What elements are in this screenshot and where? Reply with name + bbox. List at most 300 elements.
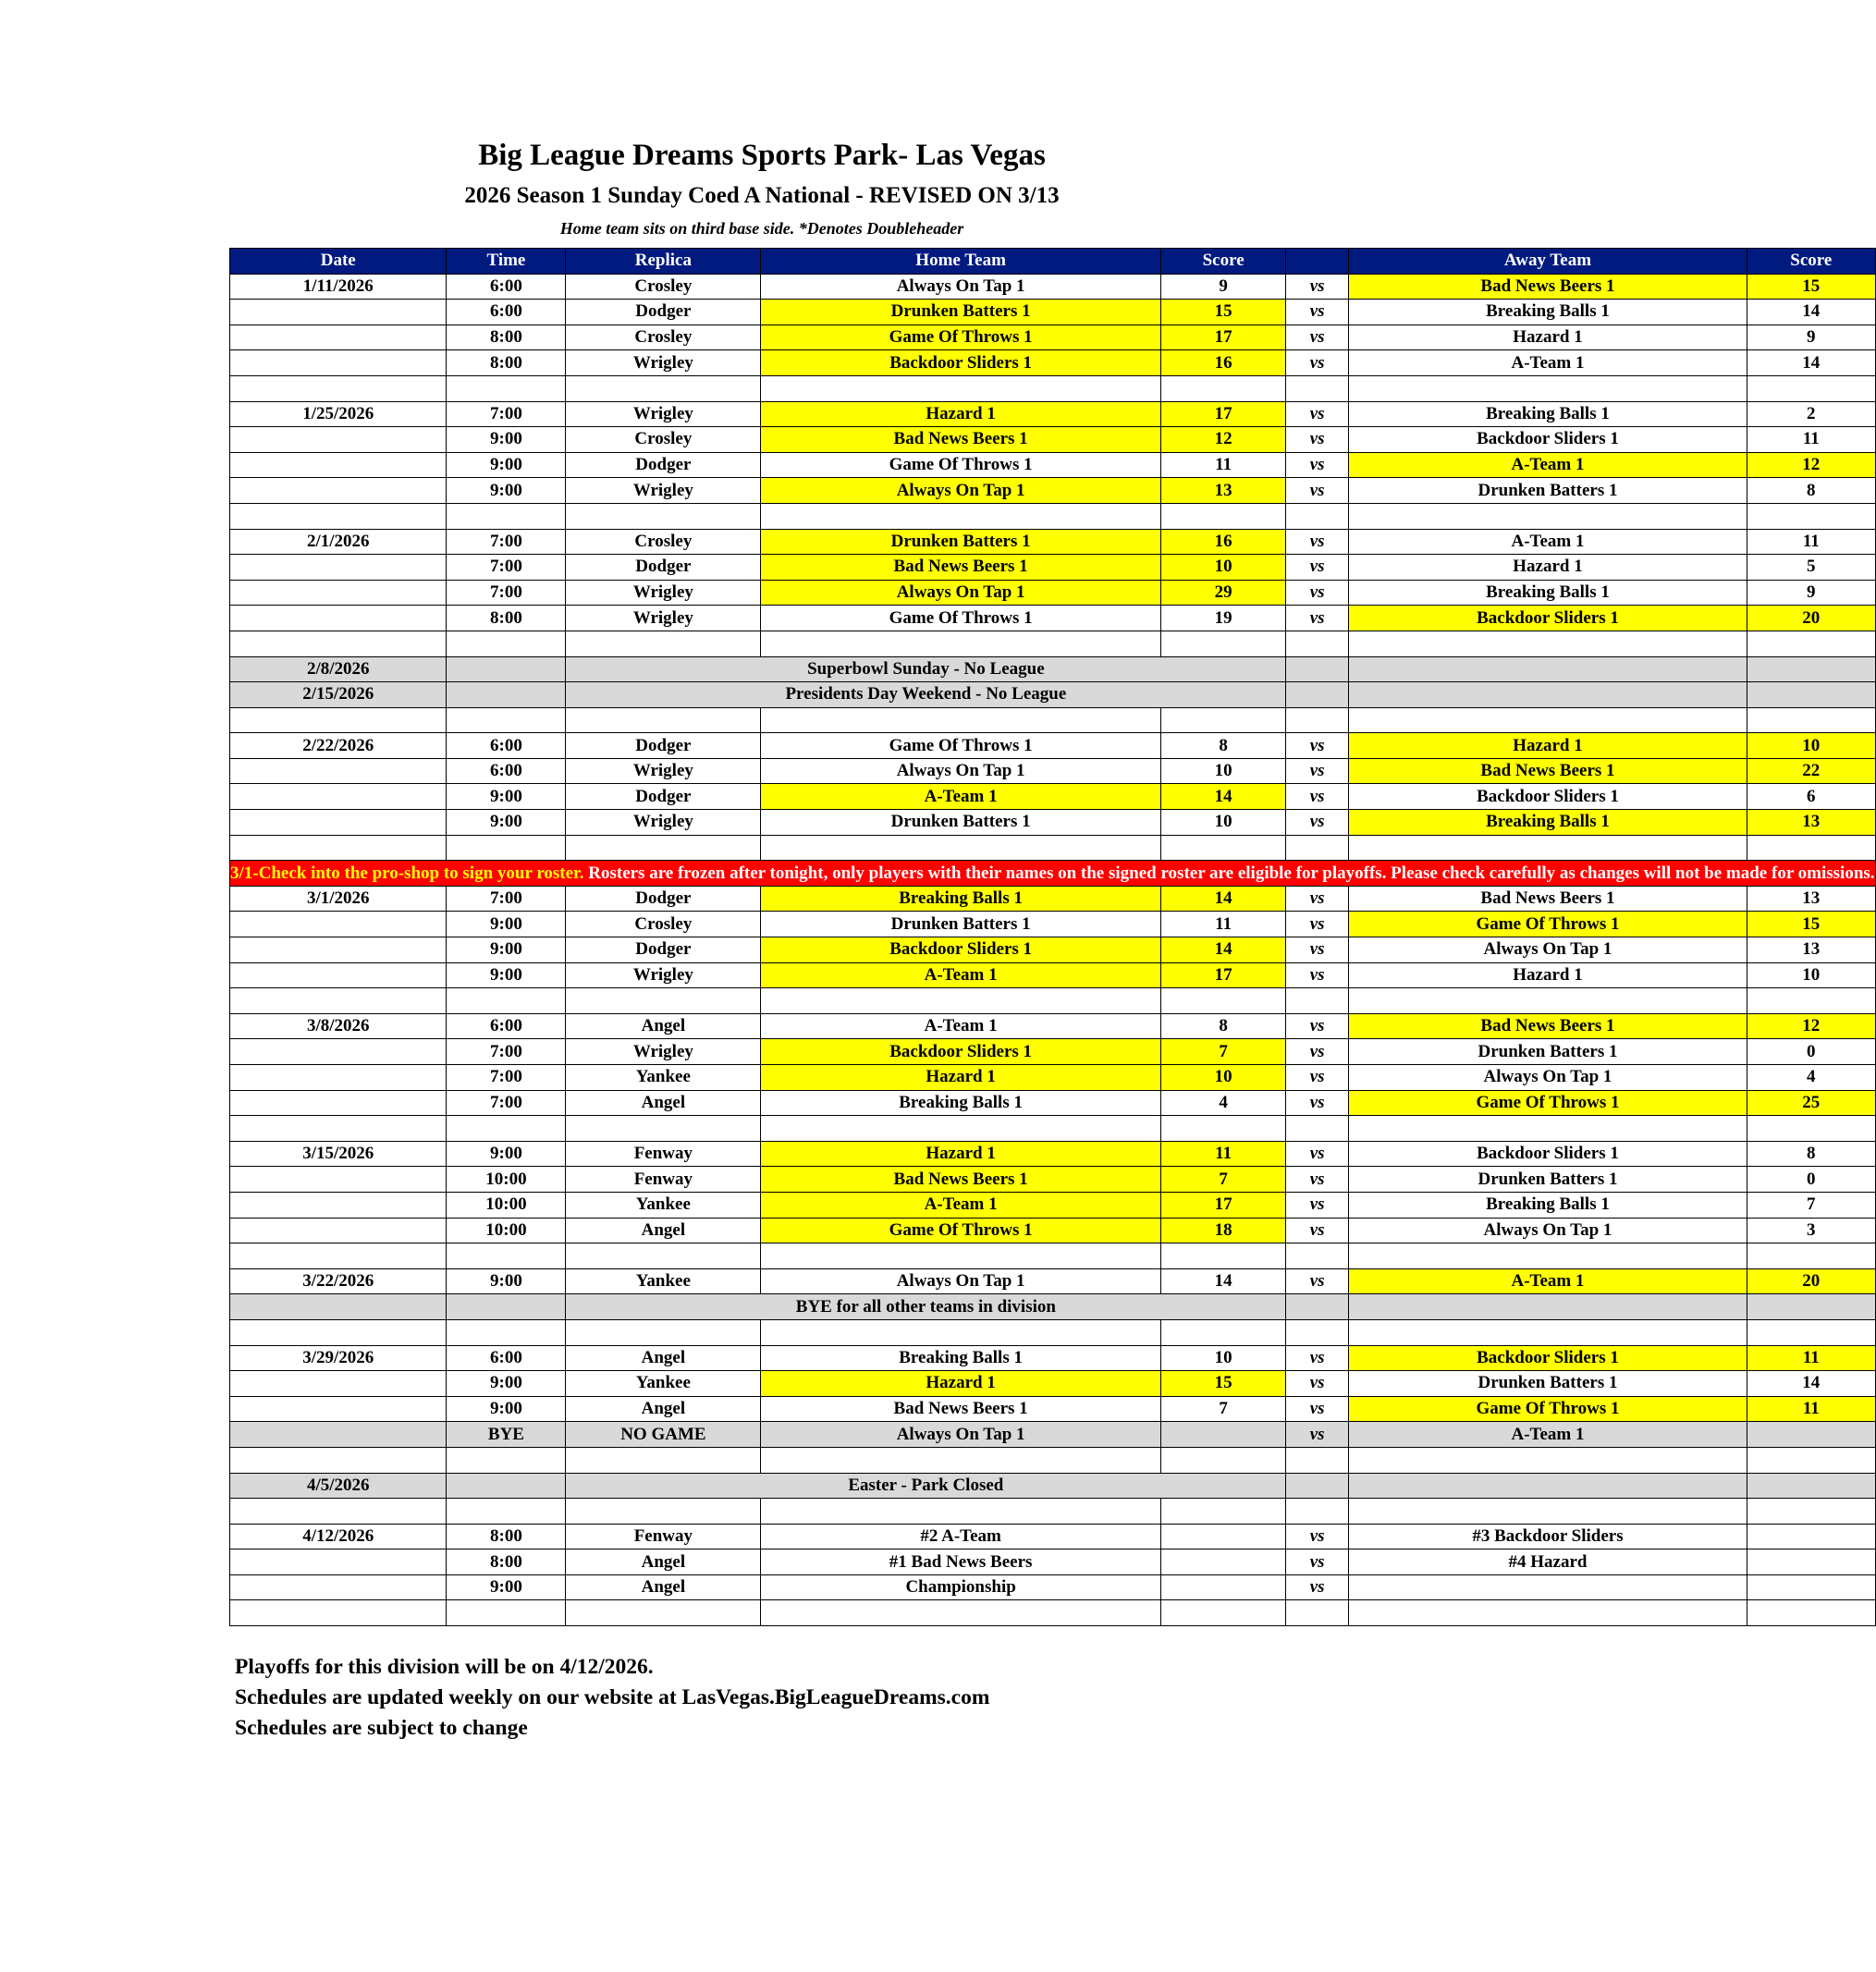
separator-cell [566, 1600, 761, 1626]
game-row [230, 1065, 1876, 1091]
time-cell: 6:00 [447, 274, 566, 300]
field-cell: Yankee [566, 1065, 761, 1091]
date-cell [230, 350, 447, 376]
separator-cell [566, 988, 761, 1014]
game-row [230, 1013, 1876, 1039]
date-cell: 2/22/2026 [230, 733, 447, 759]
vs-cell: vs [1286, 274, 1349, 300]
col-header-date: Date [230, 249, 447, 275]
week-separator [230, 988, 1876, 1014]
vs-cell: vs [1286, 886, 1349, 912]
game-row [230, 733, 1876, 759]
home-team-cell: Backdoor Sliders 1 [761, 937, 1161, 963]
time-cell: 8:00 [447, 325, 566, 350]
home-team-cell: Drunken Batters 1 [761, 912, 1161, 937]
time-cell: 9:00 [447, 784, 566, 810]
time-cell: 8:00 [447, 1524, 566, 1549]
separator-cell [447, 1243, 566, 1269]
time-cell: 7:00 [447, 529, 566, 555]
field-cell: Wrigley [566, 580, 761, 606]
home-team-cell: Drunken Batters 1 [761, 810, 1161, 836]
separator-cell [566, 1243, 761, 1269]
time-cell: 8:00 [447, 606, 566, 631]
separator-cell [1160, 1319, 1285, 1345]
away-team-cell: Hazard 1 [1348, 962, 1747, 988]
time-cell: 6:00 [447, 733, 566, 759]
vs-cell: vs [1286, 478, 1349, 504]
separator-cell [230, 503, 447, 529]
away-score-cell: 20 [1747, 606, 1876, 631]
date-cell [230, 1218, 447, 1243]
vs-cell: vs [1286, 606, 1349, 631]
date-cell: 3/8/2026 [230, 1013, 447, 1039]
home-score-cell: 10 [1160, 555, 1285, 581]
home-team-cell: Always On Tap 1 [761, 1422, 1161, 1448]
time-cell: 6:00 [447, 758, 566, 784]
date-cell [230, 1065, 447, 1091]
field-cell: Wrigley [566, 401, 761, 427]
vs-cell: vs [1286, 1345, 1349, 1371]
home-score-cell: 17 [1160, 1192, 1285, 1218]
col-header-replica: Replica [566, 249, 761, 275]
away-score-cell [1747, 1524, 1876, 1549]
time-cell: 9:00 [447, 912, 566, 937]
home-team-cell: Bad News Beers 1 [761, 1396, 1161, 1422]
away-team-cell: A-Team 1 [1348, 350, 1747, 376]
home-score-cell: 11 [1160, 912, 1285, 937]
home-team-cell: Backdoor Sliders 1 [761, 350, 1161, 376]
header-row [230, 249, 1876, 275]
home-score-cell: 14 [1160, 784, 1285, 810]
week-separator [230, 1600, 1876, 1626]
home-score-cell: 16 [1160, 350, 1285, 376]
field-cell: Angel [566, 1013, 761, 1039]
week-separator [230, 1319, 1876, 1345]
field-cell: Dodger [566, 784, 761, 810]
separator-cell [761, 631, 1161, 656]
home-team-cell: Game Of Throws 1 [761, 452, 1161, 478]
game-row [230, 784, 1876, 810]
col-header-away-score: Score [1747, 249, 1876, 275]
time-cell: 7:00 [447, 401, 566, 427]
page-title: Big League Dreams Sports Park- Las Vegas [478, 139, 1046, 172]
game-row [230, 325, 1876, 350]
away-team-cell: A-Team 1 [1348, 452, 1747, 478]
separator-cell [1160, 1116, 1285, 1142]
away-score-cell: 0 [1747, 1039, 1876, 1065]
game-row [230, 1192, 1876, 1218]
separator-cell [566, 1499, 761, 1525]
home-score-cell: 29 [1160, 580, 1285, 606]
vs-cell [1286, 656, 1349, 682]
away-score-cell: 6 [1747, 784, 1876, 810]
away-team-cell: Backdoor Sliders 1 [1348, 784, 1747, 810]
away-score-cell: 0 [1747, 1167, 1876, 1193]
separator-cell [447, 1447, 566, 1473]
time-cell: 6:00 [447, 1013, 566, 1039]
time-cell [447, 1473, 566, 1499]
date-cell [230, 912, 447, 937]
time-cell: 9:00 [447, 810, 566, 836]
separator-cell [447, 1116, 566, 1142]
home-team-cell: Breaking Balls 1 [761, 1345, 1161, 1371]
game-row [230, 1141, 1876, 1167]
time-cell: 7:00 [447, 1039, 566, 1065]
away-team-cell [1348, 1294, 1747, 1320]
separator-cell [566, 631, 761, 656]
vs-cell: vs [1286, 1167, 1349, 1193]
separator-cell [761, 707, 1161, 733]
field-cell: Wrigley [566, 810, 761, 836]
field-cell: Angel [566, 1090, 761, 1116]
field-cell: Crosley [566, 427, 761, 453]
separator-cell [447, 988, 566, 1014]
home-team-cell: Bad News Beers 1 [761, 555, 1161, 581]
time-cell [447, 656, 566, 682]
time-cell: 6:00 [447, 1345, 566, 1371]
away-score-cell: 10 [1747, 962, 1876, 988]
away-team-cell: Backdoor Sliders 1 [1348, 606, 1747, 631]
game-row [230, 555, 1876, 581]
separator-cell [1348, 1116, 1747, 1142]
separator-cell [1286, 1600, 1349, 1626]
info-row [230, 1473, 1876, 1499]
away-team-cell: Bad News Beers 1 [1348, 886, 1747, 912]
away-score-cell [1747, 682, 1876, 708]
away-score-cell: 13 [1747, 937, 1876, 963]
vs-cell: vs [1286, 1039, 1349, 1065]
date-cell [230, 427, 447, 453]
date-cell: 3/29/2026 [230, 1345, 447, 1371]
away-team-cell [1348, 1473, 1747, 1499]
home-team-cell: Hazard 1 [761, 1065, 1161, 1091]
field-cell: Fenway [566, 1524, 761, 1549]
away-score-cell: 3 [1747, 1218, 1876, 1243]
home-score-cell [1160, 1524, 1285, 1549]
separator-cell [1747, 1447, 1876, 1473]
field-cell: Dodger [566, 937, 761, 963]
date-cell [230, 810, 447, 836]
game-row [230, 1549, 1876, 1575]
away-team-cell: Always On Tap 1 [1348, 1065, 1747, 1091]
separator-cell [230, 707, 447, 733]
separator-cell [1286, 707, 1349, 733]
separator-cell [230, 1499, 447, 1525]
time-cell: 9:00 [447, 1268, 566, 1294]
time-cell: 7:00 [447, 886, 566, 912]
separator-cell [761, 1499, 1161, 1525]
separator-cell [566, 503, 761, 529]
home-team-cell: A-Team 1 [761, 962, 1161, 988]
away-score-cell: 11 [1747, 1345, 1876, 1371]
home-score-cell: 10 [1160, 810, 1285, 836]
away-team-cell: Breaking Balls 1 [1348, 580, 1747, 606]
game-row [230, 350, 1876, 376]
separator-cell [1747, 631, 1876, 656]
separator-cell [1286, 631, 1349, 656]
schedule-body [230, 274, 1876, 1625]
separator-cell [1286, 835, 1349, 861]
date-cell: 3/1/2026 [230, 886, 447, 912]
separator-cell [1160, 1499, 1285, 1525]
separator-cell [230, 1319, 447, 1345]
separator-cell [1160, 1600, 1285, 1626]
separator-cell [1160, 707, 1285, 733]
vs-cell: vs [1286, 810, 1349, 836]
week-separator [230, 1243, 1876, 1269]
date-cell: 3/15/2026 [230, 1141, 447, 1167]
home-score-cell: 10 [1160, 1345, 1285, 1371]
home-team-cell: #1 Bad News Beers [761, 1549, 1161, 1575]
game-row [230, 478, 1876, 504]
home-team-cell: Always On Tap 1 [761, 478, 1161, 504]
home-score-cell: 8 [1160, 733, 1285, 759]
time-cell: 6:00 [447, 300, 566, 325]
separator-cell [230, 1600, 447, 1626]
away-score-cell: 7 [1747, 1192, 1876, 1218]
field-cell: Wrigley [566, 606, 761, 631]
away-score-cell [1747, 1294, 1876, 1320]
week-separator [230, 631, 1876, 656]
separator-cell [1160, 988, 1285, 1014]
home-score-cell: 11 [1160, 452, 1285, 478]
away-score-cell [1747, 656, 1876, 682]
date-cell [230, 1396, 447, 1422]
away-team-cell [1348, 656, 1747, 682]
home-score-cell: 7 [1160, 1167, 1285, 1193]
game-row [230, 912, 1876, 937]
vs-cell: vs [1286, 401, 1349, 427]
vs-cell: vs [1286, 937, 1349, 963]
game-row [230, 274, 1876, 300]
separator-cell [761, 1600, 1161, 1626]
time-cell: 9:00 [447, 427, 566, 453]
home-score-cell [1160, 1422, 1285, 1448]
time-cell: 9:00 [447, 1371, 566, 1397]
vs-cell [1286, 1473, 1349, 1499]
separator-cell [566, 707, 761, 733]
vs-cell: vs [1286, 1574, 1349, 1600]
week-separator [230, 375, 1876, 401]
field-cell: Angel [566, 1345, 761, 1371]
away-team-cell: Backdoor Sliders 1 [1348, 1345, 1747, 1371]
game-row [230, 427, 1876, 453]
time-cell: 9:00 [447, 1141, 566, 1167]
separator-cell [1747, 988, 1876, 1014]
away-team-cell: Breaking Balls 1 [1348, 300, 1747, 325]
field-cell: Dodger [566, 555, 761, 581]
away-team-cell: A-Team 1 [1348, 529, 1747, 555]
date-cell [230, 962, 447, 988]
separator-cell [761, 835, 1161, 861]
date-cell [230, 758, 447, 784]
time-cell: 9:00 [447, 937, 566, 963]
separator-cell [1160, 1243, 1285, 1269]
date-cell: 2/1/2026 [230, 529, 447, 555]
field-cell: Crosley [566, 912, 761, 937]
separator-cell [447, 631, 566, 656]
away-score-cell: 22 [1747, 758, 1876, 784]
separator-cell [566, 1447, 761, 1473]
time-cell: 9:00 [447, 1574, 566, 1600]
home-score-cell: 15 [1160, 1371, 1285, 1397]
game-row [230, 300, 1876, 325]
away-team-cell: A-Team 1 [1348, 1422, 1747, 1448]
vs-cell: vs [1286, 1549, 1349, 1575]
separator-cell [1286, 375, 1349, 401]
footer-website-note: Schedules are updated weekly on our website at LasVegas.BigLeagueDreams.com [235, 1685, 990, 1709]
away-team-cell [1348, 682, 1747, 708]
home-team-note: Home team sits on third base side. *Denotes Doubleheader [559, 219, 964, 238]
home-team-cell: Always On Tap 1 [761, 580, 1161, 606]
away-team-cell: Always On Tap 1 [1348, 937, 1747, 963]
away-team-cell: Breaking Balls 1 [1348, 1192, 1747, 1218]
separator-cell [230, 375, 447, 401]
away-team-cell: Drunken Batters 1 [1348, 1167, 1747, 1193]
vs-cell: vs [1286, 529, 1349, 555]
separator-cell [1286, 1319, 1349, 1345]
vs-cell [1286, 1294, 1349, 1320]
info-text: Superbowl Sunday - No League [566, 656, 1286, 682]
date-cell: 4/12/2026 [230, 1524, 447, 1549]
game-row [230, 1422, 1876, 1448]
game-row [230, 1039, 1876, 1065]
date-cell [230, 1192, 447, 1218]
separator-cell [1348, 707, 1747, 733]
home-team-cell: Always On Tap 1 [761, 274, 1161, 300]
field-cell: Yankee [566, 1371, 761, 1397]
home-team-cell: Drunken Batters 1 [761, 529, 1161, 555]
date-cell [230, 1549, 447, 1575]
separator-cell [1286, 1447, 1349, 1473]
home-team-cell: A-Team 1 [761, 1192, 1161, 1218]
away-score-cell [1747, 1473, 1876, 1499]
date-cell [230, 325, 447, 350]
home-score-cell: 4 [1160, 1090, 1285, 1116]
separator-cell [1286, 1499, 1349, 1525]
time-cell: 10:00 [447, 1167, 566, 1193]
time-cell: 9:00 [447, 1396, 566, 1422]
footer-change-note: Schedules are subject to change [235, 1716, 528, 1740]
separator-cell [566, 1319, 761, 1345]
away-score-cell: 14 [1747, 300, 1876, 325]
col-header-away-team: Away Team [1348, 249, 1747, 275]
game-row [230, 1090, 1876, 1116]
separator-cell [1747, 1243, 1876, 1269]
col-header-home-team: Home Team [761, 249, 1161, 275]
home-score-cell [1160, 1574, 1285, 1600]
date-cell: 2/8/2026 [230, 656, 447, 682]
info-row [230, 656, 1876, 682]
away-score-cell: 10 [1747, 733, 1876, 759]
game-row [230, 452, 1876, 478]
time-cell: 7:00 [447, 580, 566, 606]
home-team-cell: Game Of Throws 1 [761, 733, 1161, 759]
field-cell: NO GAME [566, 1422, 761, 1448]
away-score-cell: 9 [1747, 580, 1876, 606]
date-cell [230, 1422, 447, 1448]
away-score-cell: 8 [1747, 1141, 1876, 1167]
field-cell: Crosley [566, 529, 761, 555]
time-cell: 9:00 [447, 478, 566, 504]
separator-cell [1747, 1600, 1876, 1626]
away-score-cell [1747, 1422, 1876, 1448]
separator-cell [1348, 1319, 1747, 1345]
away-score-cell [1747, 1549, 1876, 1575]
time-cell: 9:00 [447, 962, 566, 988]
roster-notice-row [230, 861, 1876, 887]
vs-cell: vs [1286, 962, 1349, 988]
home-team-cell: Breaking Balls 1 [761, 1090, 1161, 1116]
separator-cell [1747, 375, 1876, 401]
away-team-cell: Game Of Throws 1 [1348, 1396, 1747, 1422]
vs-cell: vs [1286, 1192, 1349, 1218]
home-score-cell: 19 [1160, 606, 1285, 631]
separator-cell [761, 1116, 1161, 1142]
game-row [230, 1167, 1876, 1193]
week-separator [230, 835, 1876, 861]
game-row [230, 1268, 1876, 1294]
vs-cell: vs [1286, 350, 1349, 376]
vs-cell: vs [1286, 1396, 1349, 1422]
field-cell: Angel [566, 1396, 761, 1422]
date-cell: 2/15/2026 [230, 682, 447, 708]
away-score-cell: 12 [1747, 1013, 1876, 1039]
game-row [230, 529, 1876, 555]
time-cell: 7:00 [447, 1090, 566, 1116]
home-team-cell: Championship [761, 1574, 1161, 1600]
away-team-cell: #3 Backdoor Sliders [1348, 1524, 1747, 1549]
field-cell: Wrigley [566, 758, 761, 784]
separator-cell [1348, 1499, 1747, 1525]
home-team-cell: Game Of Throws 1 [761, 325, 1161, 350]
away-team-cell: Drunken Batters 1 [1348, 1039, 1747, 1065]
home-team-cell: Always On Tap 1 [761, 758, 1161, 784]
separator-cell [1348, 835, 1747, 861]
separator-cell [447, 1319, 566, 1345]
info-row [230, 682, 1876, 708]
game-row [230, 937, 1876, 963]
time-cell: 9:00 [447, 452, 566, 478]
separator-cell [566, 1116, 761, 1142]
vs-cell: vs [1286, 555, 1349, 581]
separator-cell [761, 1243, 1161, 1269]
away-score-cell: 5 [1747, 555, 1876, 581]
separator-cell [1348, 988, 1747, 1014]
separator-cell [1348, 1600, 1747, 1626]
game-row [230, 1371, 1876, 1397]
away-score-cell: 4 [1747, 1065, 1876, 1091]
separator-cell [230, 631, 447, 656]
field-cell: Crosley [566, 325, 761, 350]
home-team-cell: Hazard 1 [761, 401, 1161, 427]
separator-cell [566, 835, 761, 861]
home-team-cell: A-Team 1 [761, 1013, 1161, 1039]
home-team-cell: Breaking Balls 1 [761, 886, 1161, 912]
time-cell: BYE [447, 1422, 566, 1448]
field-cell: Angel [566, 1574, 761, 1600]
vs-cell [1286, 682, 1349, 708]
time-cell: 8:00 [447, 350, 566, 376]
date-cell [230, 1294, 447, 1320]
separator-cell [230, 1243, 447, 1269]
page-subtitle: 2026 Season 1 Sunday Coed A National - REVISED ON 3/13 [464, 183, 1060, 208]
home-score-cell: 11 [1160, 1141, 1285, 1167]
away-score-cell: 8 [1747, 478, 1876, 504]
week-separator [230, 503, 1876, 529]
home-score-cell: 17 [1160, 325, 1285, 350]
home-score-cell: 12 [1160, 427, 1285, 453]
